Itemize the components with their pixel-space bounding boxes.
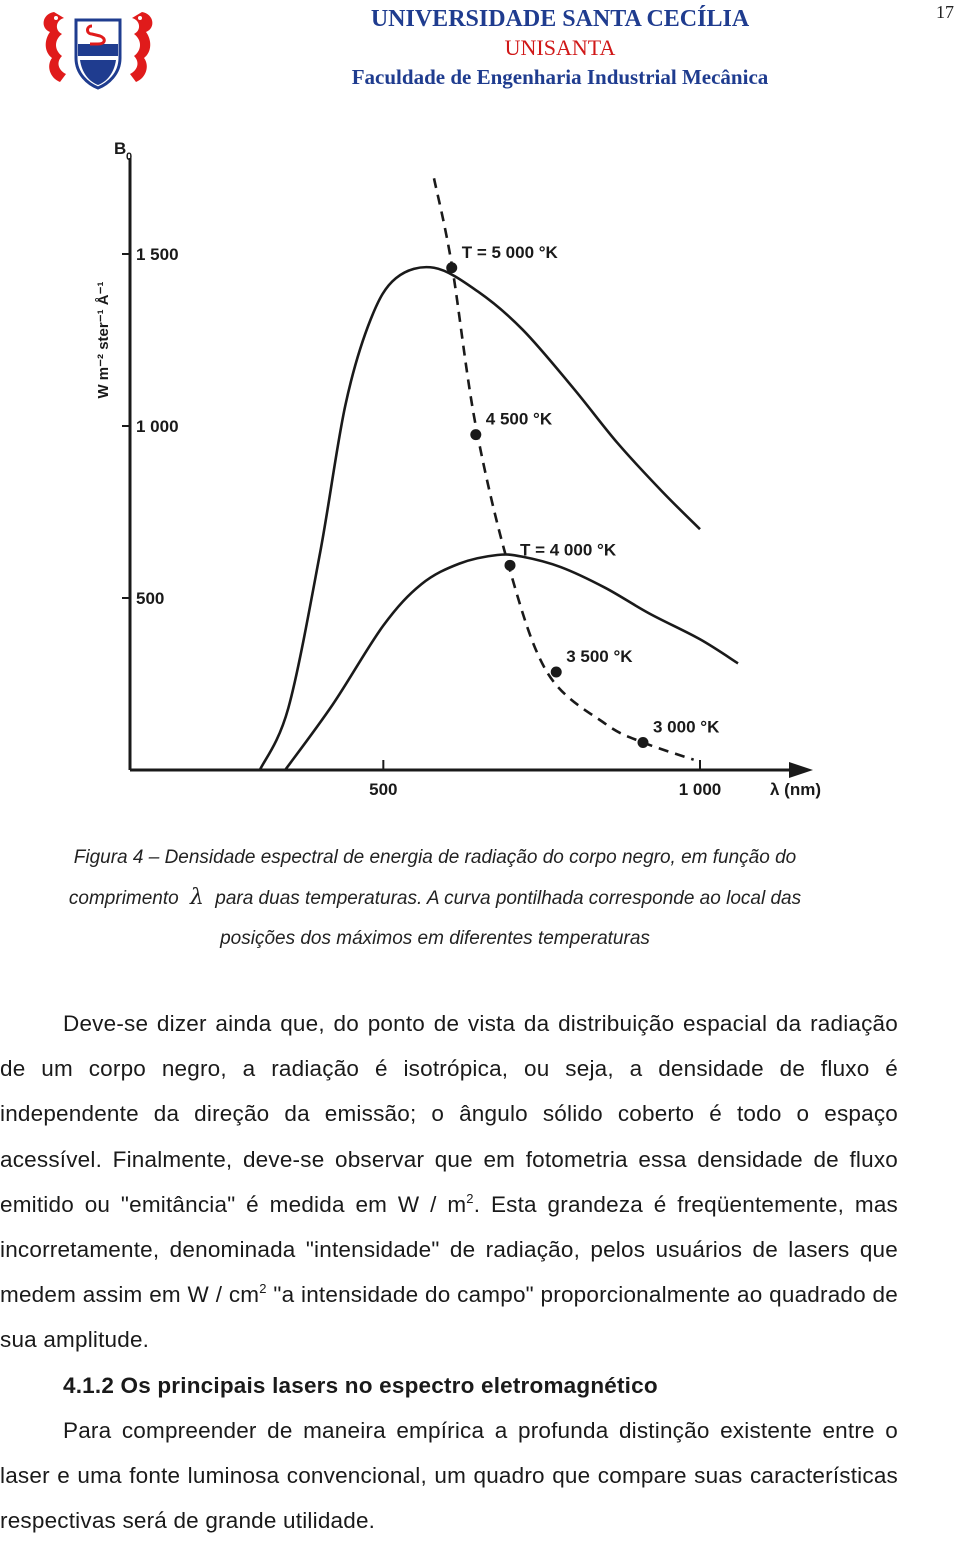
max-point-label-4: 3 000 °K bbox=[653, 717, 720, 737]
section-heading: 4.1.2 Os principais lasers no espectro eletromagnético bbox=[63, 1372, 658, 1398]
document-header bbox=[300, 4, 820, 92]
university-acronym: UNISANTA bbox=[504, 35, 616, 60]
y-axis-symbol: B bbox=[114, 139, 127, 158]
x-tick-label-0: 500 bbox=[369, 780, 398, 799]
chart-ticks bbox=[122, 242, 722, 799]
max-point-2 bbox=[505, 560, 516, 571]
y-axis-unit: W m⁻² ster⁻¹ Å⁻¹ bbox=[95, 281, 112, 399]
university-logo bbox=[34, 4, 162, 90]
paragraph-radiation bbox=[0, 1001, 898, 1363]
x-axis-label: λ (nm) bbox=[770, 780, 821, 799]
max-point-label-3: 3 500 °K bbox=[566, 646, 633, 666]
max-point-label-1: 4 500 °K bbox=[485, 409, 553, 429]
paragraph-lasers: Para compreender de maneira empírica a profunda distinção existente entre o laser e uma fonte luminosa convencional, um quadro que compare suas características respectivas será de grande utilidade. bbox=[0, 1417, 898, 1534]
caption-line-2 bbox=[0, 878, 870, 919]
series-line-1 bbox=[285, 554, 738, 770]
series-line-0 bbox=[260, 267, 700, 770]
max-point-0 bbox=[446, 262, 457, 273]
y-tick-label-0: 500 bbox=[136, 589, 165, 608]
university-name: UNIVERSIDADE SANTA CECÍLIA bbox=[370, 6, 750, 32]
lambda-symbol: λ bbox=[190, 885, 204, 910]
max-point-1 bbox=[470, 429, 481, 440]
paragraph-radiation-part-1: Deve-se dizer ainda que, do ponto de vista da distribuição espacial da radiação de um corpo negro, a radiação é isotrópica, ou seja, a densidade de fluxo é independente da direção da emissão; o ângulo sólido coberto é todo o espaço acessível. Finalmente, deve-se observar que em fotometria essa densidade de fluxo emitido ou "emitância" é medida em W / m bbox=[0, 1011, 898, 1217]
figure-caption bbox=[0, 838, 870, 959]
series-line-2 bbox=[434, 178, 694, 759]
max-point-label-2: T = 4 000 °K bbox=[520, 540, 617, 560]
max-point-4 bbox=[638, 737, 649, 748]
faculty-name: Faculdade de Engenharia Industrial Mecânica bbox=[351, 65, 769, 89]
x-tick-label-1: 1 000 bbox=[678, 780, 722, 799]
caption-line-2-pre: comprimento bbox=[68, 888, 179, 909]
caption-line-2-post: para duas temperaturas. A curva pontilhada corresponde ao local das bbox=[215, 888, 802, 909]
caption-line-3: posições dos máximos em diferentes temperaturas bbox=[220, 928, 650, 949]
paragraph-radiation-part-2: . Esta grandeza é freqüentemente, mas incorretamente, denominada "intensidade" de radiação, pelos usuários de lasers que medem assim em W / cm bbox=[0, 1191, 898, 1308]
paragraph-radiation-part-3: "a intensidade do campo" proporcionalmente ao quadrado de sua amplitude. bbox=[0, 1282, 898, 1353]
max-point-label-0: T = 5 000 °K bbox=[461, 242, 558, 262]
chart-labels bbox=[95, 139, 821, 799]
blackbody-figure bbox=[40, 128, 860, 808]
superscript-2: 2 bbox=[259, 1281, 267, 1297]
page-number: 17 bbox=[936, 2, 954, 22]
chart-series bbox=[260, 178, 738, 770]
blackbody-chart bbox=[40, 128, 860, 808]
x-axis-arrow bbox=[789, 762, 813, 778]
max-point-3 bbox=[551, 666, 562, 677]
body-text bbox=[0, 1001, 898, 1543]
y-axis-symbol-subscript: 0 bbox=[126, 151, 133, 163]
y-tick-label-2: 1 500 bbox=[136, 245, 179, 264]
caption-line-1: Figura 4 – Densidade espectral de energia de radiação do corpo negro, em função do bbox=[73, 847, 797, 868]
y-tick-label-1: 1 000 bbox=[136, 417, 179, 436]
superscript-1: 2 bbox=[466, 1190, 474, 1206]
